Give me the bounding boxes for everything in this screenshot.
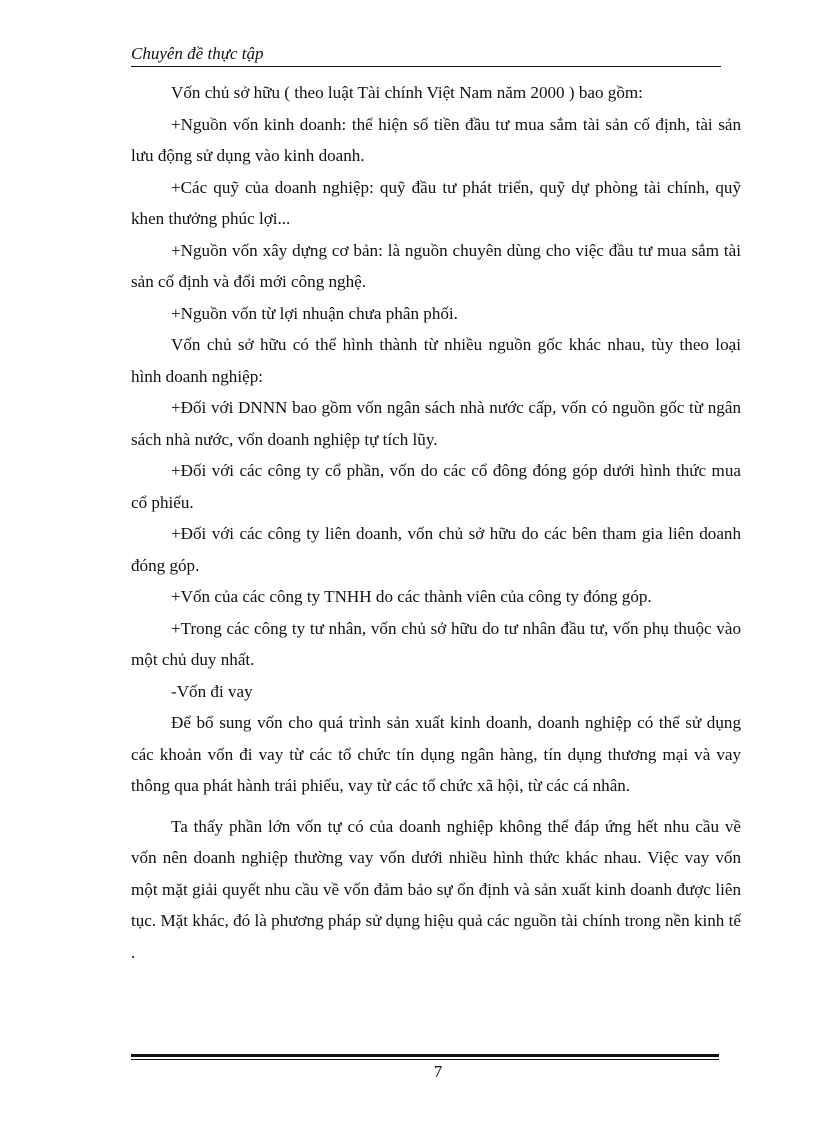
paragraph-llc: +Vốn của các công ty TNHH do các thành viên của công ty đóng góp.	[171, 587, 652, 606]
paragraph-business-capital: +Nguồn vốn kinh doanh: thể hiện số tiền đầu tư mua sắm tài sản cố định, tài sản lưu động sử dụng vào kinh doanh.	[131, 114, 741, 165]
document-body	[131, 77, 741, 968]
page-number: 7	[433, 1062, 443, 1081]
header-divider	[131, 66, 721, 67]
paragraph-enterprise-funds: +Các quỹ của doanh nghiệp: quỹ đầu tư phát triển, quỹ dự phòng tài chính, quỹ khen thưởng phúc lợi...	[131, 177, 741, 228]
paragraph-borrowing-conclusion: Ta thấy phần lớn vốn tự có của doanh nghiệp không thể đáp ứng hết nhu cầu về vốn nên doanh nghiệp thường vay vốn dưới nhiều hình thức khác nhau. Việc vay vốn một mặt giải quyết nhu cầu về vốn đảm bảo sự ổn định và sản xuất kinh doanh được liên tục. Mặt khác, đó là phương pháp sử dụng hiệu quả các nguồn tài chính trong nền kinh tế .	[131, 816, 741, 962]
paragraph-borrowing-sources: Để bổ sung vốn cho quá trình sản xuất kinh doanh, doanh nghiệp có thể sử dụng các khoản vốn đi vay từ các tổ chức tín dụng ngân hàng, tín dụng thương mại và vay thông qua phát hành trái phiếu, vay từ các tổ chức xã hội, từ các cá nhân.	[131, 713, 741, 795]
paragraph-joint-venture: +Đối với các công ty liên doanh, vốn chủ sở hữu do các bên tham gia liên doanh đóng góp.	[131, 524, 741, 575]
footer-divider-thick	[131, 1054, 719, 1057]
paragraph-state-enterprise: +Đối với DNNN bao gồm vốn ngân sách nhà nước cấp, vốn có nguồn gốc từ ngân sách nhà nước, vốn doanh nghiệp tự tích lũy.	[131, 398, 741, 449]
running-header-title: Chuyên đề thực tập	[131, 44, 264, 63]
paragraph-equity-sources: Vốn chủ sở hữu có thể hình thành từ nhiều nguồn gốc khác nhau, tùy theo loại hình doanh nghiệp:	[131, 335, 741, 386]
section-heading-borrowed-capital: -Vốn đi vay	[171, 681, 253, 701]
paragraph-joint-stock: +Đối với các công ty cổ phần, vốn do các cổ đông đóng góp dưới hình thức mua cổ phiếu.	[131, 461, 741, 512]
paragraph-owner-equity-intro: Vốn chủ sở hữu ( theo luật Tài chính Việt Nam năm 2000 ) bao gồm:	[171, 83, 643, 102]
paragraph-private-company: +Trong các công ty tư nhân, vốn chủ sở hữu do tư nhân đầu tư, vốn phụ thuộc vào một chủ duy nhất.	[131, 618, 741, 669]
paragraph-construction-capital: +Nguồn vốn xây dựng cơ bản: là nguồn chuyên dùng cho việc đầu tư mua sắm tài sản cố định và đổi mới công nghệ.	[131, 240, 741, 291]
paragraph-retained-profit: +Nguồn vốn từ lợi nhuận chưa phân phối.	[171, 303, 458, 323]
